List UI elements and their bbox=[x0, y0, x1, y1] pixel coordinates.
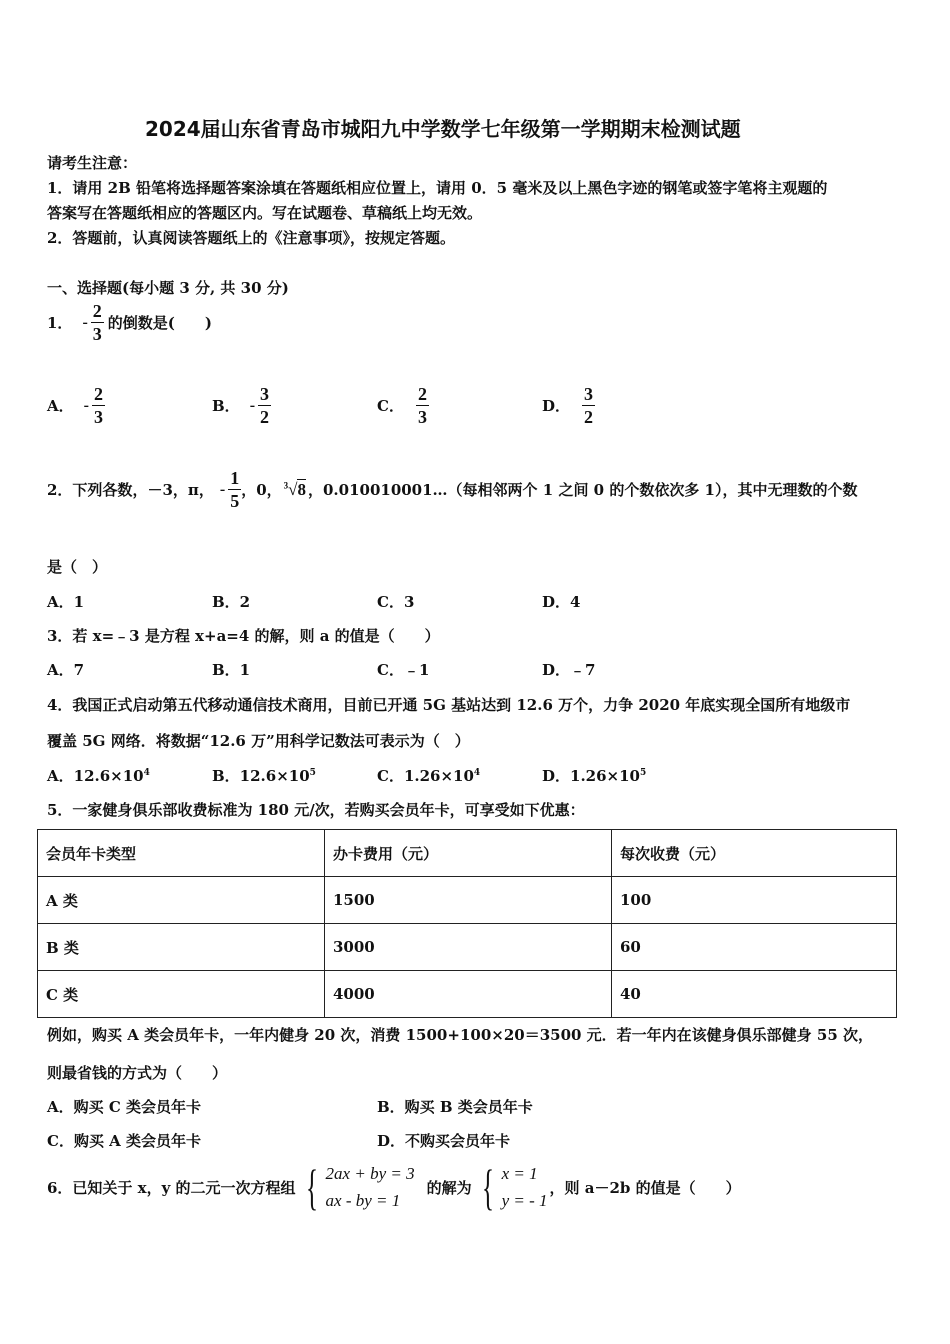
denominator: 5 bbox=[230, 491, 240, 511]
fraction bbox=[91, 300, 104, 345]
table-cell: C 类 bbox=[38, 971, 325, 1018]
q2-option-c: C．3 bbox=[377, 593, 415, 611]
membership-fee-table bbox=[37, 829, 897, 1018]
q4-option-a bbox=[47, 765, 150, 786]
option-label: B． bbox=[212, 397, 240, 415]
question-5-ask: 则最省钱的方式为（ ） bbox=[47, 1064, 228, 1082]
left-brace: { bbox=[305, 1159, 318, 1215]
question-2-line-2: 是（ ） bbox=[47, 558, 108, 576]
minus-sign: - bbox=[83, 396, 89, 414]
q3-option-c: C．﹣1 bbox=[377, 661, 430, 679]
table-cell: 1500 bbox=[325, 877, 612, 924]
q2-option-b: B．2 bbox=[212, 593, 251, 611]
question-number: 1． bbox=[47, 314, 73, 332]
minus-sign: - bbox=[219, 480, 226, 498]
q4-option-d bbox=[542, 765, 646, 786]
denominator: 3 bbox=[92, 324, 102, 344]
fraction bbox=[416, 383, 429, 428]
question-2 bbox=[47, 467, 858, 512]
table-cell: 60 bbox=[612, 924, 897, 971]
question-text: ，0.010010001…（每相邻两个 1 之间 0 的个数依次多 1），其中无理数的个数 bbox=[307, 481, 858, 499]
q3-option-a: A．7 bbox=[47, 661, 85, 679]
table-cell: B 类 bbox=[38, 924, 325, 971]
option-label: C．1.26×10 bbox=[377, 767, 474, 785]
q4-option-b bbox=[212, 765, 316, 786]
option-label: A．12.6×10 bbox=[47, 767, 144, 785]
table-header-cell: 会员年卡类型 bbox=[38, 830, 325, 877]
q1-option-b bbox=[212, 383, 271, 428]
question-4-line-2: 覆盖 5G 网络．将数据“12.6 万”用科学记数法可表示为（ ） bbox=[47, 732, 470, 750]
notice-line-1: 1．请用 2B 铅笔将选择题答案涂填在答题纸相应位置上，请用 0．5 毫米及以上黑色字迹的钢笔或签字笔将主观题的 bbox=[47, 179, 828, 197]
denominator: 3 bbox=[93, 407, 103, 427]
q1-option-a bbox=[47, 383, 105, 428]
table-cell: 4000 bbox=[325, 971, 612, 1018]
radicand: 8 bbox=[297, 479, 306, 499]
exponent: 5 bbox=[639, 768, 647, 778]
section-heading: 一、选择题(每小题 3 分, 共 30 分) bbox=[47, 279, 289, 297]
question-text: ，则 a－2b 的值是（ ） bbox=[549, 1178, 741, 1197]
q5-option-b: B．购买 B 类会员年卡 bbox=[377, 1098, 533, 1116]
q5-option-d: D．不购买会员年卡 bbox=[377, 1132, 511, 1150]
question-stem: 的倒数是( ) bbox=[107, 314, 212, 332]
option-label: D．1.26×10 bbox=[542, 767, 640, 785]
question-5: 5．一家健身俱乐部收费标准为 180 元/次，若购买会员年卡，可享受如下优惠： bbox=[47, 801, 585, 819]
q2-option-d: D．4 bbox=[542, 593, 581, 611]
question-text: 2．下列各数，－3，π， bbox=[47, 481, 214, 499]
equation: x = 1 bbox=[501, 1164, 538, 1183]
equation: y = - 1 bbox=[501, 1191, 548, 1210]
page-title: 2024届山东省青岛市城阳九中学数学七年级第一学期期末检测试题 bbox=[145, 117, 741, 141]
q3-option-b: B．1 bbox=[212, 661, 251, 679]
table-header-cell: 每次收费（元） bbox=[612, 830, 897, 877]
q2-option-a: A．1 bbox=[47, 593, 85, 611]
equation: ax - by = 1 bbox=[325, 1191, 401, 1210]
question-6 bbox=[47, 1160, 741, 1214]
q1-option-c bbox=[377, 383, 429, 428]
question-text: 的解为 bbox=[426, 1178, 472, 1197]
option-label: B．12.6×10 bbox=[212, 767, 310, 785]
table-cell: 40 bbox=[612, 971, 897, 1018]
table-cell: 100 bbox=[612, 877, 897, 924]
exponent: 4 bbox=[473, 768, 481, 778]
q3-option-d: D．﹣7 bbox=[542, 661, 596, 679]
q5-option-a: A．购买 C 类会员年卡 bbox=[47, 1098, 202, 1116]
numerator: 2 bbox=[417, 384, 427, 404]
table-row bbox=[38, 971, 897, 1018]
numerator: 1 bbox=[230, 468, 240, 488]
fraction bbox=[582, 383, 595, 428]
minus-sign: - bbox=[82, 313, 88, 331]
option-label: D． bbox=[542, 397, 571, 415]
equation: 2ax + by = 3 bbox=[325, 1164, 415, 1183]
exponent: 4 bbox=[143, 768, 150, 778]
left-brace: { bbox=[481, 1159, 494, 1215]
denominator: 2 bbox=[584, 407, 594, 427]
numerator: 2 bbox=[92, 301, 102, 321]
numerator: 3 bbox=[584, 384, 594, 404]
question-text: 6．已知关于 x，y 的二元一次方程组 bbox=[47, 1178, 296, 1197]
denominator: 2 bbox=[260, 407, 270, 427]
solution-system bbox=[476, 1160, 548, 1214]
exponent: 5 bbox=[309, 768, 316, 778]
question-3: 3．若 x=﹣3 是方程 x+a=4 的解，则 a 的值是（ ） bbox=[47, 627, 440, 645]
table-header-row bbox=[38, 830, 897, 877]
equation-system bbox=[300, 1160, 415, 1214]
fraction bbox=[258, 383, 271, 428]
root-index: 3 bbox=[283, 479, 289, 490]
fraction bbox=[92, 383, 105, 428]
table-cell: 3000 bbox=[325, 924, 612, 971]
question-1 bbox=[47, 300, 212, 345]
q1-option-d bbox=[542, 383, 595, 428]
table-row bbox=[38, 924, 897, 971]
notice-line-2: 答案写在答题纸相应的答题区内。写在试题卷、草稿纸上均无效。 bbox=[47, 204, 483, 222]
table-header-cell: 办卡费用（元） bbox=[325, 830, 612, 877]
fraction bbox=[228, 467, 241, 512]
denominator: 3 bbox=[417, 407, 427, 427]
question-5-example: 例如，购买 A 类会员年卡，一年内健身 20 次，消费 1500+100×20＝3500 元．若一年内在该健身俱乐部健身 55 次， bbox=[47, 1026, 873, 1044]
q5-option-c: C．购买 A 类会员年卡 bbox=[47, 1132, 202, 1150]
option-label: A． bbox=[47, 397, 74, 415]
question-text: ，0， bbox=[241, 481, 282, 499]
notice-line-3: 2．答题前，认真阅读答题纸上的《注意事项》，按规定答题。 bbox=[47, 229, 455, 247]
numerator: 2 bbox=[93, 384, 103, 404]
q4-option-c bbox=[377, 765, 480, 786]
cube-root bbox=[284, 480, 306, 500]
notice-heading: 请考生注意： bbox=[47, 154, 138, 172]
minus-sign: - bbox=[249, 396, 256, 414]
table-cell: A 类 bbox=[38, 877, 325, 924]
table-row bbox=[38, 877, 897, 924]
option-label: C． bbox=[377, 397, 404, 415]
question-4-line-1: 4．我国正式启动第五代移动通信技术商用，目前已开通 5G 基站达到 12.6 万个，力争 2020 年底实现全国所有地级市 bbox=[47, 696, 851, 714]
radical-sign: √ bbox=[288, 479, 298, 499]
numerator: 3 bbox=[260, 384, 270, 404]
